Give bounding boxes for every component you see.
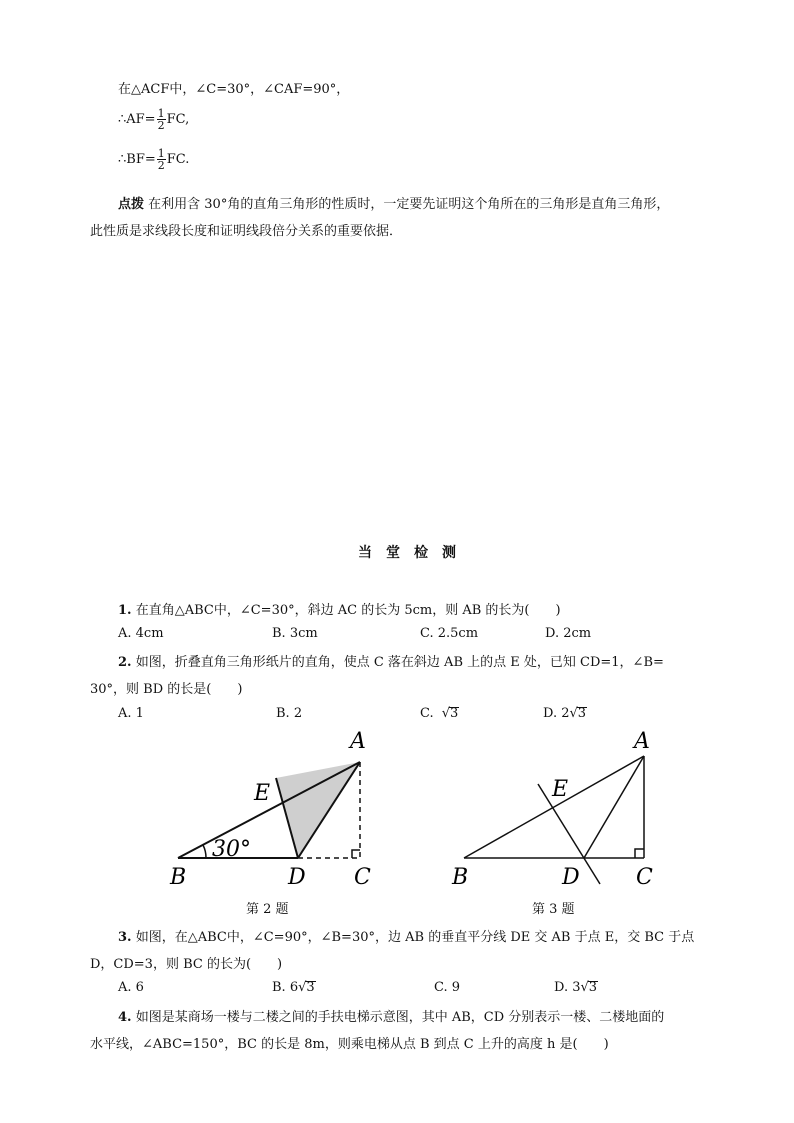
question-3-number: 3. [118,930,132,945]
figure-2-caption: 第 2 题 [246,902,289,917]
q3-option-b: B. 6√3 [272,980,315,995]
sqrt-radicand: 3 [306,980,315,995]
fraction-numerator: 1 [157,147,165,160]
tip-line-2: 此性质是求线段长度和证明线段倍分关系的重要依据． [90,224,403,239]
q1-option-d: D. 2cm [545,626,592,641]
label-d: D [562,865,580,890]
label-b: B [170,865,187,890]
question-2-number: 2. [118,655,132,670]
question-1 [118,599,561,618]
q3-option-b-label: B. 6 [272,980,299,995]
q3-option-d: D. 3√3 [554,980,598,995]
q2-option-d: D. 2√3 [543,706,587,721]
q3-option-d-label: D. 3 [554,980,581,995]
figure-3 [440,722,680,892]
proof-line-2-suffix: FC, [166,112,190,127]
q2-option-c-label: C. [420,706,438,721]
question-2-text-1: 如图，折叠直角三角形纸片的直角，使点 C 落在斜边 AB 上的点 E 处，已知 CD=1，∠B= [131,655,664,670]
q2-option-b: B. 2 [276,706,303,721]
question-2-line-1 [118,651,664,670]
q2-option-c: C. √3 [420,706,459,721]
tip-line-1 [118,193,669,212]
side-ba [178,762,360,858]
q1-option-a: A. 4cm [118,626,164,641]
segment-ad [584,756,644,858]
proof-line-1: 在△ACF中，∠C=30°，∠CAF=90°， [118,82,350,97]
q1-option-c: C. 2.5cm [420,626,479,641]
section-title: 当 堂 检 测 [358,545,456,561]
proof-line-3 [118,148,189,171]
proof-line-2 [118,108,189,131]
question-4-line-2: 水平线，∠ABC=150°，BC 的长是 8m，则乘电梯从点 B 到点 C 上升的高度 h 是( ) [90,1037,609,1052]
question-4-line-1 [118,1006,664,1025]
label-c: C [636,865,653,890]
question-3-line-1 [118,926,694,945]
side-ba [464,756,644,858]
tip-label: 点拨 [118,197,145,212]
question-3-line-2: D，CD=3，则 BC 的长为( ) [90,957,283,972]
folded-triangle-shading [276,762,360,858]
sqrt-radicand: 3 [577,706,587,721]
question-2-line-2: 30°，则 BD 的长是( ) [90,682,243,697]
fraction-numerator: 1 [157,107,165,120]
proof-line-3-suffix: FC. [166,152,190,167]
fraction-one-half [157,108,166,131]
sqrt-radicand: 3 [588,980,598,995]
fraction-denominator: 2 [157,159,165,172]
figure-2 [160,722,390,892]
fraction-one-half [157,148,166,171]
angle-arc [203,845,206,858]
label-e: E [254,781,271,806]
right-angle-mark [352,850,360,858]
angle-label: 30° [212,837,251,862]
q3-option-a: A. 6 [118,980,144,995]
fraction-denominator: 2 [157,119,165,132]
question-3-text-1: 如图，在△ABC中，∠C=90°，∠B=30°，边 AB 的垂直平分线 DE 交 AB 于点 E，交 BC 于点 [131,930,695,945]
label-a: A [634,729,650,754]
question-1-text: 在直角△ABC中，∠C=30°，斜边 AC 的长为 5cm，则 AB 的长为( ) [131,603,561,618]
label-e: E [552,777,569,802]
right-angle-mark [635,849,644,858]
sqrt-radicand: 3 [450,706,459,721]
question-4-text-1: 如图是某商场一楼与二楼之间的手扶电梯示意图，其中 AB，CD 分别表示一楼、二楼地面的 [131,1010,665,1025]
tip-text-1: 在利用含 30°角的直角三角形的性质时，一定要先证明这个角所在的三角形是直角三角形， [144,197,670,212]
label-d: D [288,865,306,890]
figure-3-caption: 第 3 题 [532,902,575,917]
q2-option-a: A. 1 [118,706,144,721]
label-b: B [452,865,469,890]
proof-line-3-prefix: ∴BF= [118,152,156,167]
proof-line-2-prefix: ∴AF= [118,112,156,127]
label-a: A [350,729,366,754]
question-4-number: 4. [118,1010,132,1025]
q3-option-c: C. 9 [434,980,461,995]
q2-option-d-label: D. 2 [543,706,570,721]
label-c: C [354,865,371,890]
question-1-number: 1. [118,603,132,618]
q1-option-b: B. 3cm [272,626,318,641]
